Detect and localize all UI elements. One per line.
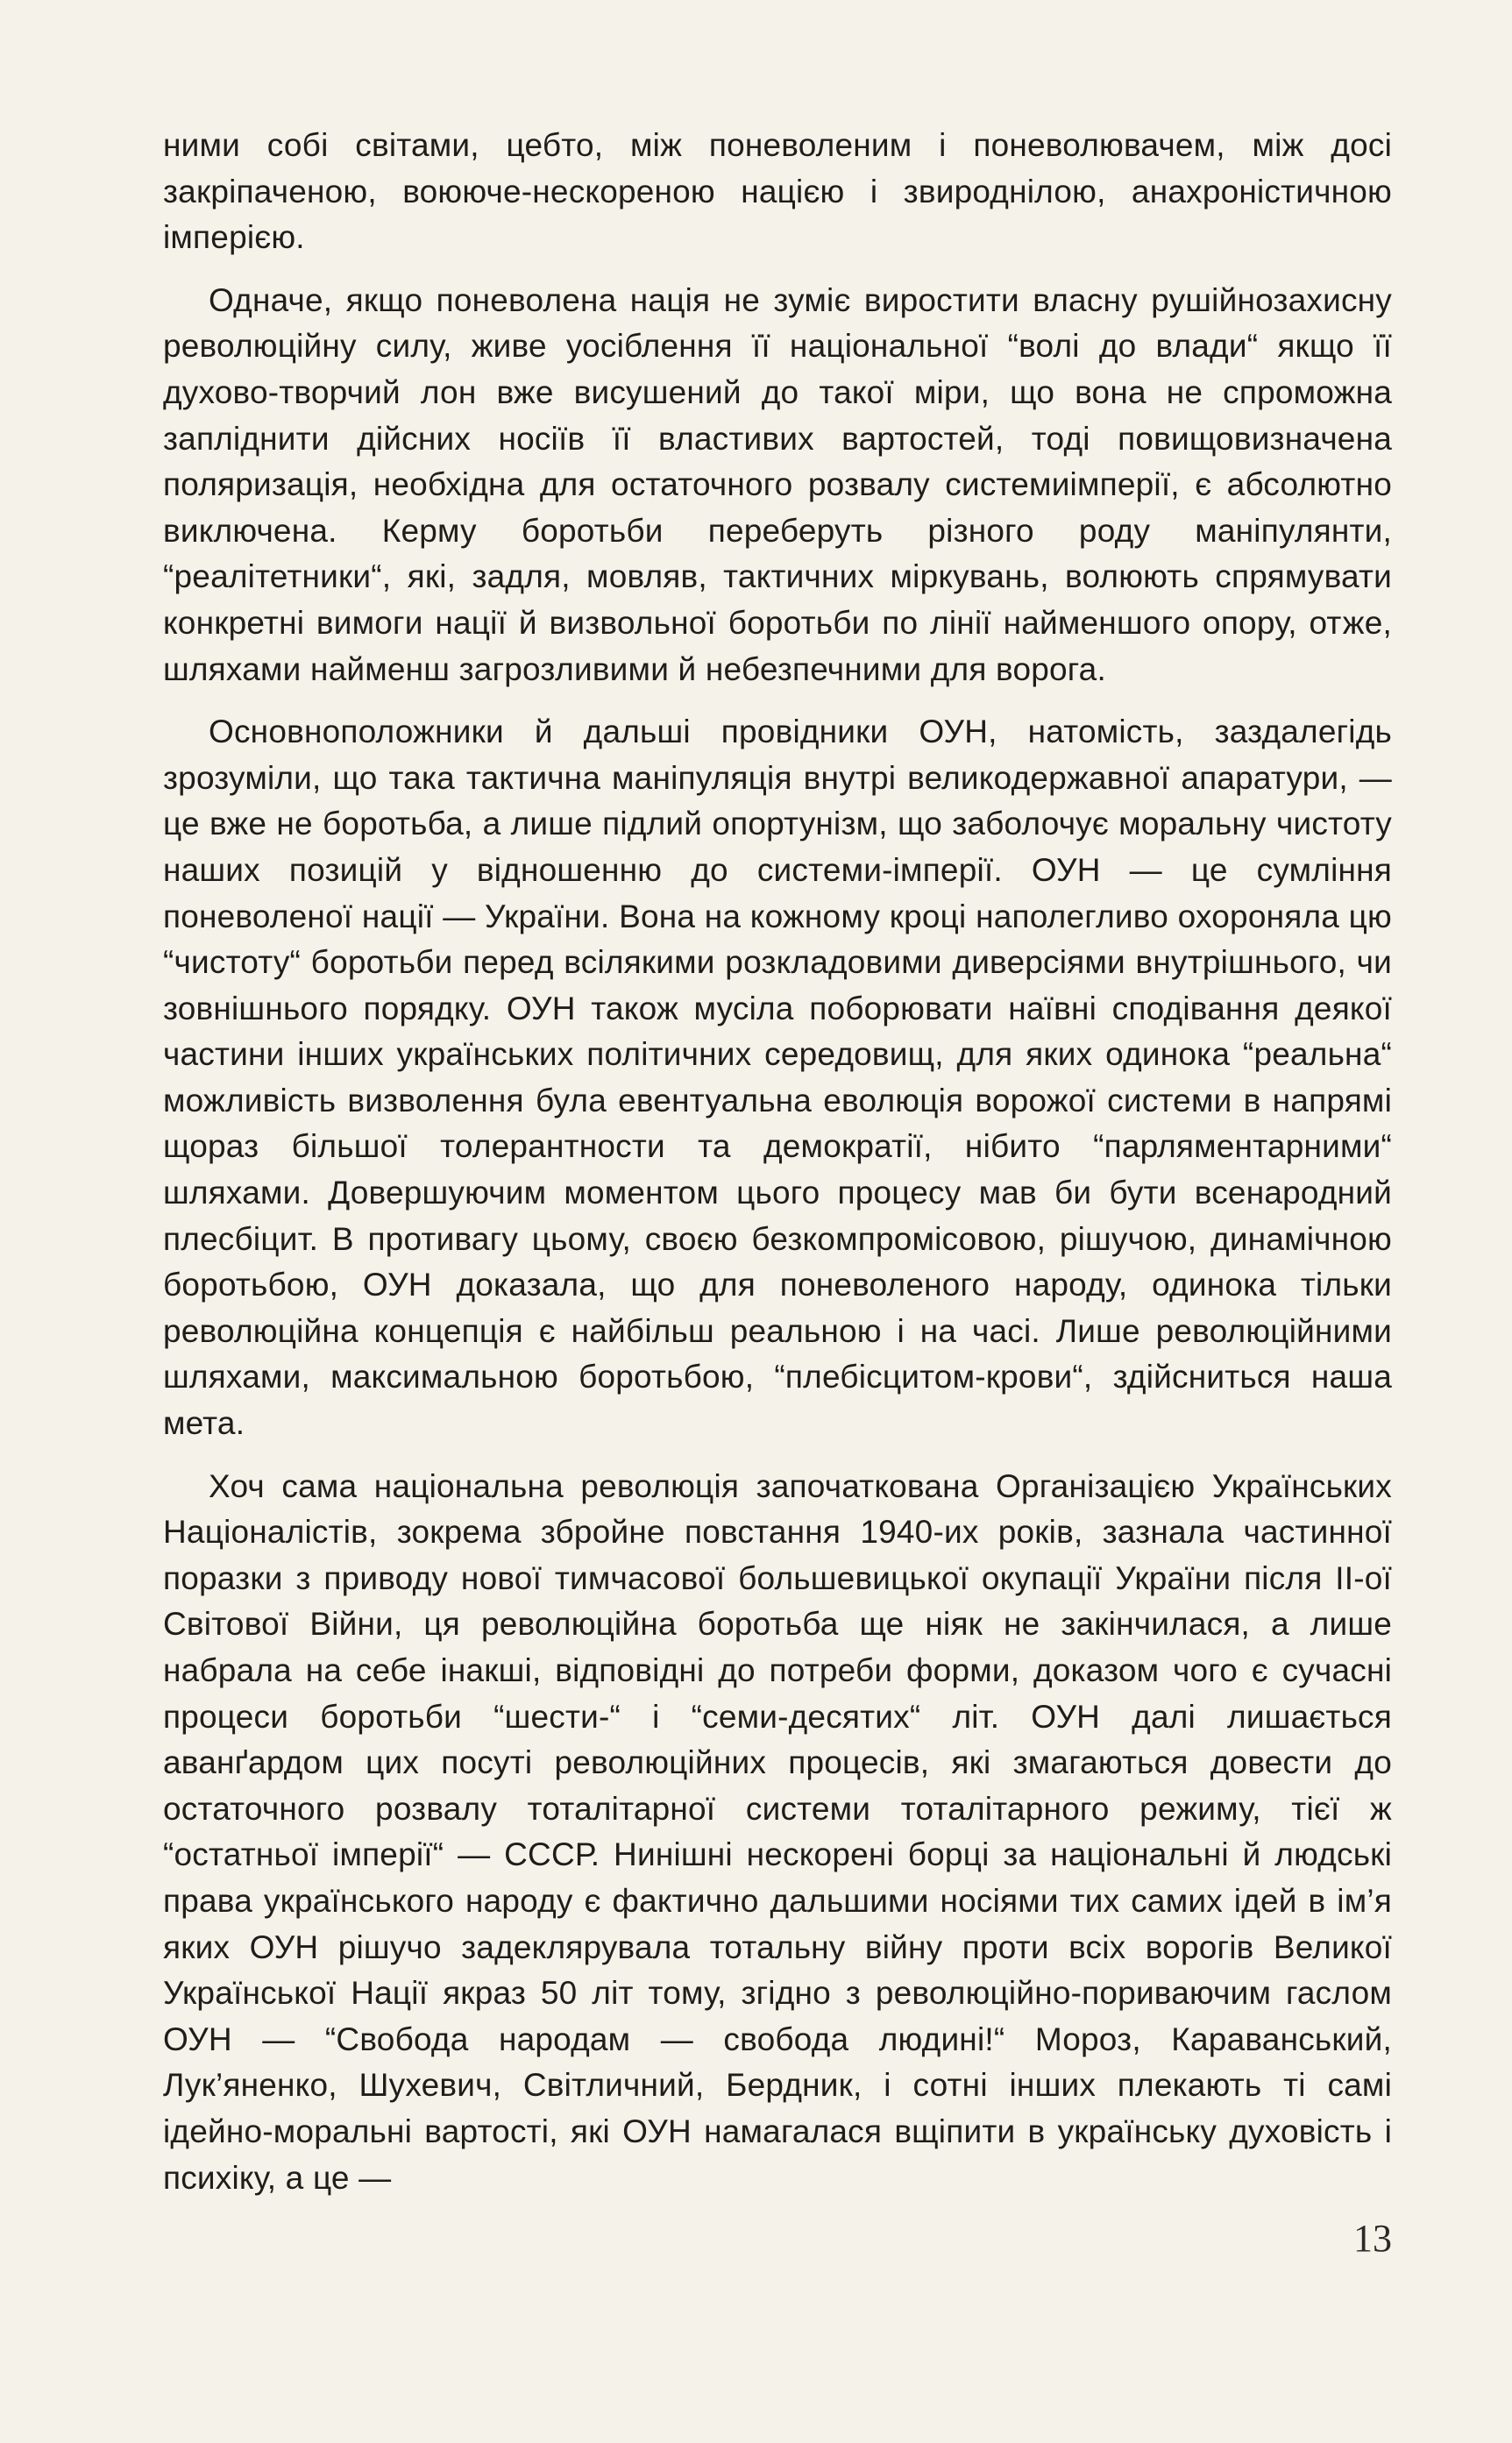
- paragraph-4: Хоч сама національна революція започаткована Організацією Українських Націоналістів, зокрема збройне повстання 1940-их років, зазнала частинної поразки з приводу нової тимчасової большевицької окупації України після II-ої Світової Війни, ця революційна боротьба ще ніяк не закінчилася, а лише набрала на себе інакші, відповідні до потреби форми, доказом чого є сучасні процеси боротьби “шести-“ і “семи-десятих“ літ. ОУН далі лишається аванґардом цих посуті революційних процесів, які змагаються довести до остаточного розвалу тоталітарної системи тоталітарного режиму, тієї ж “остатньої імперії“ — СССР. Нинішні нескорені борці за національні й людські права українського народу є фактично дальшими носіями тих самих ідей в ім’я яких ОУН рішучо задеклярувала тотальну війну проти всіх ворогів Великої Української Нації якраз 50 літ тому, згідно з революційно-пориваючим гаслом ОУН — “Свобода народам — свобода людині!“ Мороз, Караванський, Лук’яненко, Шухевич, Світличний, Бердник, і сотні інших плекають ті самі ідейно-моральні вартості, які ОУН намагалася вщіпити в українську духовість і психіку, а це —: [163, 1467, 1392, 2196]
- paragraph-3: Основноположники й дальші провідники ОУН, натомість, заздалегідь зрозуміли, що така тактична маніпуляція внутрі великодержавної апаратури, — це вже не боротьба, а лише підлий опортунізм, що заболочує моральну чистоту наших позицій у відношенню до системи-імперії. ОУН — це сумління поневоленої нації — України. Вона на кожному кроці наполегливо охороняла цю “чистоту“ боротьби перед всілякими розкладовими диверсіями внутрішнього, чи зовнішнього порядку. ОУН також мусіла поборювати наївні сподівання деякої частини інших українських політичних середовищ, для яких одинока “реальна“ можливість визволення була евентуальна еволюція ворожої системи в напрямі щораз більшої толерантности та демократії, нібито “парляментарними“ шляхами. Довершуючим моментом цього процесу мав би бути всенародний плесбіцит. В противагу цьому, своєю безкомпромісовою, рішучою, динамічною боротьбою, ОУН доказала, що для поневоленого народу, одинока тільки революційна концепція є найбільш реальною і на часі. Лише революційними шляхами, максимальною боротьбою, “плебісцитом-крови“, здійсниться наша мета.: [163, 714, 1392, 1442]
- paragraph-2: Одначе, якщо поневолена нація не зуміє виростити власну рушійнозахисну революційну силу, живе уосіблення її національної “волі до влади“ якщо її духово-творчий лон вже висушений до такої міри, що вона не спроможна запліднити дійсних носіїв її властивих вартостей, тоді повищовизначена поляризація, необхідна для остаточного розвалу системиімперії, є абсолютно виключена. Керму боротьби переберуть різного роду маніпулянти, “реалітетники“, які, задля, мовляв, тактичних міркувань, волюють спрямувати конкретні вимоги нації й визвольної боротьби по лінії найменшого опору, отже, шляхами найменш загрозливими й небезпечними для ворога.: [163, 281, 1392, 687]
- paragraph-1: ними собі світами, цебто, між поневоленим і поневолювачем, між досі закріпаченою, воююче-нескореною нацією і звироднілою, анахроністичною імперією.: [163, 127, 1392, 256]
- page-number: 13: [1353, 2217, 1392, 2260]
- body-text: [163, 123, 1392, 2218]
